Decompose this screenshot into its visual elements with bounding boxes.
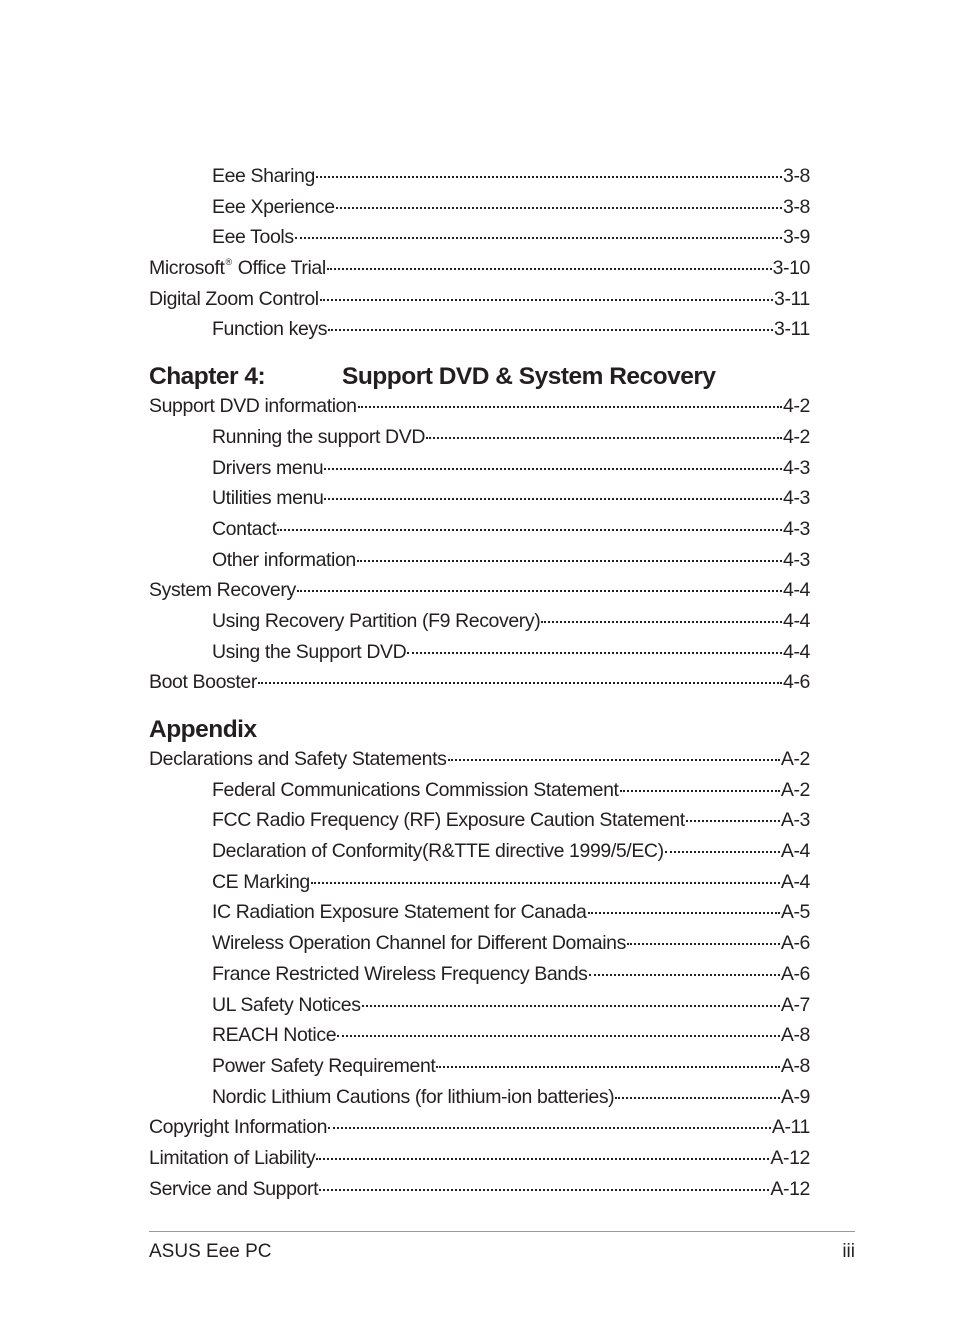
toc-entry-title: IC Radiation Exposure Statement for Canada (212, 901, 587, 924)
toc-entry[interactable] (149, 457, 810, 488)
dot-leader (327, 268, 772, 270)
toc-entry-page: A-12 (770, 1177, 810, 1200)
dot-leader (357, 560, 782, 562)
toc-entry-page: 3-8 (783, 165, 810, 187)
dot-leader (589, 974, 780, 976)
toc-entry-title: Limitation of Liability (149, 1146, 316, 1169)
dot-leader (277, 529, 782, 531)
chapter-number: Chapter 4: (149, 363, 266, 391)
toc-entry-title: Wireless Operation Channel for Different Domains (212, 932, 626, 955)
dot-leader (311, 882, 780, 884)
toc-entry-page: A-6 (780, 932, 810, 955)
toc-entry-page: 4-2 (783, 395, 810, 418)
toc-entry[interactable] (149, 871, 810, 902)
toc-entry-page: 3-11 (774, 287, 810, 310)
dot-leader (320, 299, 773, 301)
toc-entry-eee-xperience[interactable] (149, 196, 810, 227)
dot-leader (620, 790, 780, 792)
toc-entry-title: Declarations and Safety Statements (149, 748, 447, 770)
dot-leader (316, 1158, 769, 1160)
toc-entry-title: Service and Support (149, 1177, 319, 1200)
toc-entry-eee-sharing[interactable] (149, 165, 810, 196)
toc-entry[interactable] (149, 1024, 810, 1055)
toc-entry-title: Federal Communications Commission Statement (212, 778, 619, 801)
toc-entry-title: Copyright Information (149, 1116, 328, 1139)
dot-leader (328, 329, 773, 331)
dot-leader (426, 437, 782, 439)
dot-leader (295, 237, 782, 239)
toc-entry-page: 3-10 (772, 257, 810, 280)
toc-entry-title: System Recovery (149, 579, 296, 602)
toc-entry-title: FCC Radio Frequency (RF) Exposure Caution Statement (212, 809, 685, 832)
toc-entry[interactable] (149, 901, 810, 932)
toc-entry[interactable] (149, 994, 810, 1025)
dot-leader (324, 468, 782, 470)
toc-entry-title: Eee Sharing (212, 165, 315, 187)
dot-leader (448, 759, 780, 761)
toc-entry-title: France Restricted Wireless Frequency Bands (212, 962, 588, 985)
toc-entry-page: A-7 (780, 993, 810, 1016)
dot-leader (362, 1005, 780, 1007)
toc-entry-page: 3-11 (774, 318, 810, 341)
dot-leader (358, 406, 782, 408)
toc-entry-title: Declaration of Conformity(R&TTE directive 1999/5/EC) (212, 840, 664, 863)
toc-entry-title: Function keys (212, 318, 328, 341)
dot-leader (588, 912, 780, 914)
dot-leader (436, 1066, 779, 1068)
toc-entry-page: A-2 (780, 748, 810, 770)
toc-entry[interactable] (149, 518, 810, 549)
toc-entry-page: 4-4 (783, 609, 810, 632)
dot-leader (627, 943, 780, 945)
toc-entry-page: 4-4 (783, 579, 810, 602)
dot-leader (316, 176, 782, 178)
toc-entry[interactable] (149, 641, 810, 672)
toc-entry[interactable] (149, 1055, 810, 1086)
chapter-title: Support DVD & System Recovery (342, 363, 716, 391)
dot-leader (328, 1127, 771, 1129)
toc-entry-page: A-8 (780, 1054, 810, 1077)
toc-entry[interactable] (149, 487, 810, 518)
toc-entry[interactable] (149, 932, 810, 963)
toc-entry[interactable] (149, 426, 810, 457)
dot-leader (258, 682, 782, 684)
dot-leader (336, 207, 782, 209)
toc-entry-page: A-6 (780, 962, 810, 985)
toc-entry-function-keys[interactable] (149, 318, 810, 349)
dot-leader (615, 1097, 780, 1099)
toc-entry-title: UL Safety Notices (212, 993, 361, 1016)
toc-entry-title: CE Marking (212, 870, 310, 893)
toc-entry-title: Drivers menu (212, 456, 324, 479)
toc-entry-page: 3-8 (783, 195, 810, 218)
dot-leader (407, 652, 782, 654)
toc-entry-page: 3-9 (783, 226, 810, 249)
registered-mark: ® (225, 257, 232, 268)
dot-leader (686, 820, 780, 822)
toc-entry[interactable] (149, 963, 810, 994)
toc-entry-page: A-12 (770, 1146, 810, 1169)
toc-entry-title: Boot Booster (149, 671, 257, 694)
toc-entry-page: 4-3 (783, 487, 810, 510)
toc-entry-title: Utilities menu (212, 487, 324, 510)
toc-entry-title: Running the support DVD (212, 425, 426, 448)
toc-entry-page: A-4 (780, 870, 810, 893)
toc-entry[interactable] (149, 1178, 810, 1209)
toc-entry-title: Eee Tools (212, 226, 294, 249)
toc-entry-page: 4-3 (783, 456, 810, 479)
toc-entry[interactable] (149, 395, 810, 426)
table-of-contents (149, 165, 810, 1208)
chapter-heading (149, 349, 810, 395)
appendix-heading (149, 702, 810, 748)
toc-entry-title: Nordic Lithium Cautions (for lithium-ion batteries) (212, 1085, 615, 1108)
toc-entry-title: Microsoft® Office Trial (149, 257, 326, 280)
toc-entry[interactable] (149, 1116, 810, 1147)
toc-entry-title: REACH Notice (212, 1024, 337, 1047)
toc-entry[interactable] (149, 671, 810, 702)
dot-leader (665, 851, 780, 853)
toc-entry[interactable] (149, 1086, 810, 1117)
toc-entry[interactable] (149, 779, 810, 810)
toc-entry-title: Using Recovery Partition (F9 Recovery) (212, 609, 541, 632)
dot-leader (319, 1189, 769, 1191)
toc-entry[interactable] (149, 610, 810, 641)
toc-entry-page: A-11 (771, 1116, 810, 1139)
toc-entry-title: Power Safety Requirement (212, 1054, 436, 1077)
toc-entry-title: Eee Xperience (212, 195, 335, 218)
toc-entry-office-trial[interactable] (149, 257, 810, 288)
toc-entry[interactable] (149, 809, 810, 840)
dot-leader (297, 590, 782, 592)
dot-leader (541, 621, 782, 623)
toc-entry[interactable] (149, 748, 810, 779)
toc-entry-title: Contact (212, 517, 277, 540)
toc-entry-page: 4-2 (783, 425, 810, 448)
toc-entry-title: Using the Support DVD (212, 640, 407, 663)
toc-entry[interactable] (149, 549, 810, 580)
toc-entry-page: 4-3 (783, 548, 810, 571)
toc-entry-page: A-8 (780, 1024, 810, 1047)
toc-entry-page: 4-3 (783, 517, 810, 540)
toc-entry-title: Other information (212, 548, 356, 571)
toc-entry-page: A-3 (780, 809, 810, 832)
dot-leader (324, 498, 782, 500)
toc-entry-title: Support DVD information (149, 395, 357, 418)
toc-entry-eee-tools[interactable] (149, 226, 810, 257)
toc-entry-title: Digital Zoom Control (149, 287, 319, 310)
footer-page-number: iii (842, 1241, 855, 1262)
toc-entry[interactable] (149, 840, 810, 871)
toc-entry[interactable] (149, 579, 810, 610)
toc-entry-page: A-5 (780, 901, 810, 924)
toc-entry-page: A-2 (780, 778, 810, 801)
toc-entry-digital-zoom[interactable] (149, 288, 810, 319)
toc-entry-page: 4-4 (783, 640, 810, 663)
dot-leader (337, 1035, 780, 1037)
toc-entry-page: A-4 (780, 840, 810, 863)
footer-product-name: ASUS Eee PC (149, 1241, 272, 1262)
toc-entry[interactable] (149, 1147, 810, 1178)
toc-entry-page: 4-6 (783, 671, 810, 694)
footer-divider (149, 1231, 855, 1232)
toc-entry-page: A-9 (780, 1085, 810, 1108)
appendix-title: Appendix (149, 716, 257, 743)
